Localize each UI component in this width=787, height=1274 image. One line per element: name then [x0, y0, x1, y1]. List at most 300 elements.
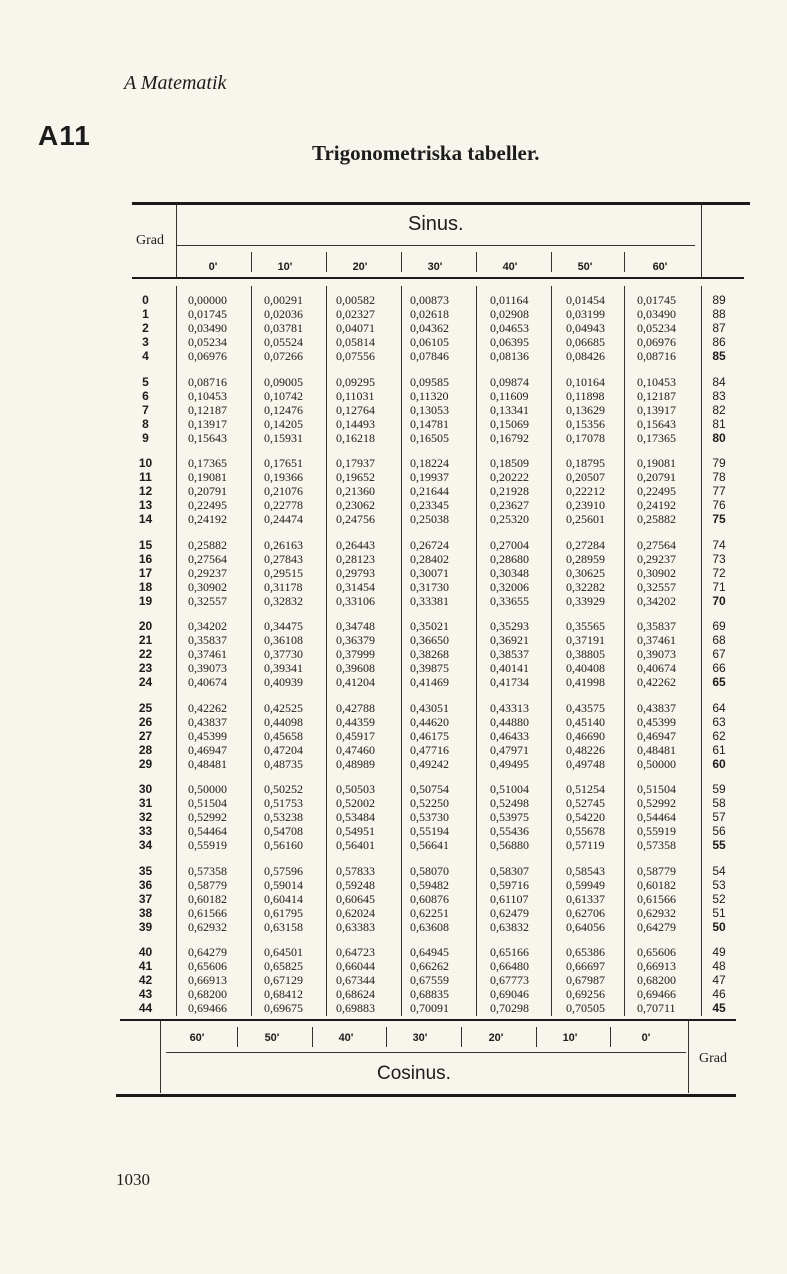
table-cell: 0,27843: [264, 552, 303, 566]
header-bottom-rule: [132, 277, 744, 279]
table-cell: 0,11320: [410, 389, 449, 403]
bottom-minute-50: 50': [264, 1032, 280, 1044]
degree-right: 49: [712, 945, 726, 959]
table-cell: 0,05234: [637, 321, 676, 335]
table-cell: 0,04653: [490, 321, 529, 335]
table-cell: 0,31454: [336, 580, 375, 594]
table-cell: 0,11609: [490, 389, 529, 403]
degree-right: 66: [712, 661, 726, 675]
table-cell: 0,59949: [566, 878, 605, 892]
table-cell: 0,51004: [490, 782, 529, 796]
table-cell: 0,11898: [566, 389, 605, 403]
degree-right: 74: [712, 538, 726, 552]
degree-left: 15: [138, 538, 153, 552]
top-thick-rule: [132, 202, 750, 205]
table-cell: 0,24192: [637, 498, 676, 512]
table-cell: 0,65386: [566, 945, 605, 959]
bottom-thick-rule: [116, 1094, 736, 1097]
table-cell: 0,05234: [188, 335, 227, 349]
table-cell: 0,43313: [490, 701, 529, 715]
table-cell: 0,46690: [566, 729, 605, 743]
table-cell: 0,45140: [566, 715, 605, 729]
table-cell: 0,29237: [188, 566, 227, 580]
degree-left: 2: [142, 321, 149, 335]
degree-right: 56: [712, 824, 726, 838]
degree-left: 29: [138, 757, 153, 771]
table-cell: 0,70711: [637, 1001, 676, 1015]
table-cell: 0,00582: [336, 293, 375, 307]
table-cell: 0,00873: [410, 293, 449, 307]
table-cell: 0,43837: [637, 701, 676, 715]
bottom-minute-sep: [312, 1027, 313, 1047]
table-cell: 0,28959: [566, 552, 605, 566]
degree-right: 46: [712, 987, 726, 1001]
grad-label-top: Grad: [136, 233, 164, 248]
table-cell: 0,13341: [490, 403, 529, 417]
table-cell: 0,44620: [410, 715, 449, 729]
degree-right: 72: [712, 566, 726, 580]
table-cell: 0,45658: [264, 729, 303, 743]
table-cell: 0,19081: [188, 470, 227, 484]
table-cell: 0,64723: [336, 945, 375, 959]
table-row: [0, 987, 787, 1001]
table-cell: 0,04362: [410, 321, 449, 335]
table-cell: 0,40674: [637, 661, 676, 675]
table-cell: 0,50000: [188, 782, 227, 796]
degree-right: 63: [712, 715, 726, 729]
table-row: [0, 920, 787, 934]
degree-left: 23: [138, 661, 153, 675]
table-cell: 0,68412: [264, 987, 303, 1001]
table-cell: 0,64279: [637, 920, 676, 934]
table-cell: 0,63608: [410, 920, 449, 934]
bottom-minute-40: 40': [338, 1032, 354, 1044]
header-divider-right: [701, 205, 702, 277]
table-cell: 0,53238: [264, 810, 303, 824]
table-cell: 0,48481: [188, 757, 227, 771]
top-minute-50: 50': [577, 261, 593, 273]
table-cell: 0,15931: [264, 431, 303, 445]
table-cell: 0,35837: [188, 633, 227, 647]
table-row: [0, 661, 787, 675]
table-cell: 0,19937: [410, 470, 449, 484]
table-cell: 0,23627: [490, 498, 529, 512]
table-cell: 0,40674: [188, 675, 227, 689]
degree-right: 60: [712, 757, 726, 771]
table-cell: 0,25882: [637, 512, 676, 526]
table-row: [0, 729, 787, 743]
table-cell: 0,17937: [336, 456, 375, 470]
table-cell: 0,51504: [637, 782, 676, 796]
table-cell: 0,30625: [566, 566, 605, 580]
table-row: [0, 959, 787, 973]
table-cell: 0,68200: [637, 973, 676, 987]
table-cell: 0,05814: [336, 335, 375, 349]
degree-left: 8: [142, 417, 149, 431]
degree-right: 58: [712, 796, 726, 810]
table-cell: 0,32557: [188, 594, 227, 608]
table-cell: 0,14205: [264, 417, 303, 431]
table-cell: 0,37999: [336, 647, 375, 661]
table-row: [0, 307, 787, 321]
table-cell: 0,52498: [490, 796, 529, 810]
top-minute-sep: [624, 252, 625, 272]
table-cell: 0,06976: [637, 335, 676, 349]
table-cell: 0,60182: [637, 878, 676, 892]
degree-left: 33: [138, 824, 153, 838]
table-cell: 0,69046: [490, 987, 529, 1001]
table-cell: 0,03781: [264, 321, 303, 335]
table-row: [0, 389, 787, 403]
degree-right: 61: [712, 743, 726, 757]
table-cell: 0,02036: [264, 307, 303, 321]
table-cell: 0,17078: [566, 431, 605, 445]
table-cell: 0,27004: [490, 538, 529, 552]
degree-left: 41: [138, 959, 153, 973]
table-cell: 0,46947: [188, 743, 227, 757]
table-row: [0, 701, 787, 715]
table-cell: 0,60645: [336, 892, 375, 906]
degree-right: 85: [712, 349, 726, 363]
header-divider-left: [176, 205, 177, 277]
table-cell: 0,25038: [410, 512, 449, 526]
table-cell: 0,09295: [336, 375, 375, 389]
table-cell: 0,40408: [566, 661, 605, 675]
table-cell: 0,52002: [336, 796, 375, 810]
table-cell: 0,62706: [566, 906, 605, 920]
table-cell: 0,62251: [410, 906, 449, 920]
table-row: [0, 633, 787, 647]
table-cell: 0,57119: [566, 838, 605, 852]
table-cell: 0,66262: [410, 959, 449, 973]
table-cell: 0,22495: [637, 484, 676, 498]
table-cell: 0,12187: [637, 389, 676, 403]
table-cell: 0,01745: [637, 293, 676, 307]
table-cell: 0,32557: [637, 580, 676, 594]
table-row: [0, 1001, 787, 1015]
table-cell: 0,67344: [336, 973, 375, 987]
table-cell: 0,64056: [566, 920, 605, 934]
table-cell: 0,28123: [336, 552, 375, 566]
degree-left: 16: [138, 552, 153, 566]
table-cell: 0,62932: [188, 920, 227, 934]
degree-right: 71: [712, 580, 726, 594]
table-cell: 0,42788: [336, 701, 375, 715]
degree-left: 17: [138, 566, 153, 580]
table-cell: 0,39875: [410, 661, 449, 675]
table-cell: 0,35565: [566, 619, 605, 633]
table-cell: 0,08426: [566, 349, 605, 363]
table-cell: 0,29793: [336, 566, 375, 580]
bottom-minute-30: 30': [412, 1032, 428, 1044]
table-row: [0, 878, 787, 892]
table-cell: 0,36379: [336, 633, 375, 647]
bottom-minute-sep: [610, 1027, 611, 1047]
table-cell: 0,21076: [264, 484, 303, 498]
table-cell: 0,08136: [490, 349, 529, 363]
top-minute-sep: [251, 252, 252, 272]
degree-left: 7: [142, 403, 149, 417]
table-cell: 0,20791: [637, 470, 676, 484]
table-cell: 0,06685: [566, 335, 605, 349]
table-cell: 0,54951: [336, 824, 375, 838]
table-row: [0, 321, 787, 335]
table-cell: 0,61337: [566, 892, 605, 906]
table-cell: 0,03490: [637, 307, 676, 321]
degree-right: 76: [712, 498, 726, 512]
table-cell: 0,41469: [410, 675, 449, 689]
table-cell: 0,07556: [336, 349, 375, 363]
table-cell: 0,53484: [336, 810, 375, 824]
table-cell: 0,37730: [264, 647, 303, 661]
table-cell: 0,42525: [264, 701, 303, 715]
table-cell: 0,02327: [336, 307, 375, 321]
degree-left: 0: [142, 293, 149, 307]
table-row: [0, 293, 787, 307]
degree-left: 44: [138, 1001, 153, 1015]
degree-right: 81: [712, 417, 726, 431]
table-cell: 0,49495: [490, 757, 529, 771]
table-cell: 0,37461: [188, 647, 227, 661]
table-cell: 0,16505: [410, 431, 449, 445]
table-cell: 0,68200: [188, 987, 227, 1001]
table-row: [0, 456, 787, 470]
table-cell: 0,53975: [490, 810, 529, 824]
top-minute-sep: [326, 252, 327, 272]
table-cell: 0,70091: [410, 1001, 449, 1015]
table-cell: 0,45917: [336, 729, 375, 743]
table-cell: 0,32006: [490, 580, 529, 594]
degree-left: 13: [138, 498, 153, 512]
table-row: [0, 431, 787, 445]
table-cell: 0,06105: [410, 335, 449, 349]
table-cell: 0,68624: [336, 987, 375, 1001]
table-cell: 0,29515: [264, 566, 303, 580]
top-minute-sep: [476, 252, 477, 272]
table-cell: 0,25882: [188, 538, 227, 552]
table-cell: 0,01454: [566, 293, 605, 307]
table-cell: 0,14493: [336, 417, 375, 431]
table-cell: 0,33655: [490, 594, 529, 608]
table-cell: 0,55919: [188, 838, 227, 852]
table-row: [0, 810, 787, 824]
table-cell: 0,56641: [410, 838, 449, 852]
table-cell: 0,59482: [410, 878, 449, 892]
table-cell: 0,43051: [410, 701, 449, 715]
table-cell: 0,58779: [188, 878, 227, 892]
table-cell: 0,66913: [188, 973, 227, 987]
table-row: [0, 538, 787, 552]
table-cell: 0,59716: [490, 878, 529, 892]
table-row: [0, 566, 787, 580]
table-cell: 0,19366: [264, 470, 303, 484]
table-cell: 0,64279: [188, 945, 227, 959]
table-row: [0, 864, 787, 878]
table-cell: 0,18795: [566, 456, 605, 470]
table-row: [0, 619, 787, 633]
table-cell: 0,11031: [336, 389, 375, 403]
table-cell: 0,47460: [336, 743, 375, 757]
table-row: [0, 417, 787, 431]
degree-left: 11: [139, 470, 152, 484]
table-cell: 0,70505: [566, 1001, 605, 1015]
table-cell: 0,57358: [637, 838, 676, 852]
table-cell: 0,07266: [264, 349, 303, 363]
table-cell: 0,40141: [490, 661, 529, 675]
table-cell: 0,69256: [566, 987, 605, 1001]
table-cell: 0,55919: [637, 824, 676, 838]
table-cell: 0,68835: [410, 987, 449, 1001]
table-cell: 0,31178: [264, 580, 303, 594]
degree-right: 47: [712, 973, 726, 987]
table-cell: 0,06395: [490, 335, 529, 349]
table-cell: 0,23910: [566, 498, 605, 512]
table-cell: 0,54220: [566, 810, 605, 824]
table-cell: 0,33106: [336, 594, 375, 608]
degree-left: 3: [142, 335, 149, 349]
table-cell: 0,55436: [490, 824, 529, 838]
bottom-minute-sep: [461, 1027, 462, 1047]
table-cell: 0,18224: [410, 456, 449, 470]
table-row: [0, 892, 787, 906]
table-cell: 0,17651: [264, 456, 303, 470]
degree-right: 75: [712, 512, 726, 526]
table-cell: 0,12187: [188, 403, 227, 417]
footer-divider-left: [160, 1021, 161, 1093]
table-cell: 0,27284: [566, 538, 605, 552]
table-cell: 0,46175: [410, 729, 449, 743]
table-cell: 0,67987: [566, 973, 605, 987]
degree-left: 6: [142, 389, 149, 403]
table-cell: 0,30071: [410, 566, 449, 580]
table-row: [0, 552, 787, 566]
table-cell: 0,38805: [566, 647, 605, 661]
table-cell: 0,38537: [490, 647, 529, 661]
table-row: [0, 715, 787, 729]
table-cell: 0,03199: [566, 307, 605, 321]
bottom-minute-sep: [386, 1027, 387, 1047]
table-cell: 0,52992: [637, 796, 676, 810]
table-cell: 0,17365: [637, 431, 676, 445]
table-row: [0, 824, 787, 838]
bottom-minute-10: 10': [562, 1032, 578, 1044]
table-cell: 0,41998: [566, 675, 605, 689]
table-cell: 0,35837: [637, 619, 676, 633]
degree-right: 79: [712, 456, 726, 470]
table-cell: 0,65606: [188, 959, 227, 973]
table-cell: 0,33381: [410, 594, 449, 608]
table-cell: 0,51504: [188, 796, 227, 810]
table-cell: 0,50252: [264, 782, 303, 796]
bottom-minute-sep: [536, 1027, 537, 1047]
table-cell: 0,58779: [637, 864, 676, 878]
table-cell: 0,39073: [188, 661, 227, 675]
degree-left: 40: [138, 945, 153, 959]
table-cell: 0,44098: [264, 715, 303, 729]
degree-left: 12: [138, 484, 153, 498]
degree-left: 20: [138, 619, 153, 633]
bottom-minute-60: 60': [189, 1032, 205, 1044]
top-minute-40: 40': [502, 261, 518, 273]
degree-right: 87: [712, 321, 726, 335]
grad-label-bottom: Grad: [699, 1051, 727, 1066]
table-cell: 0,32282: [566, 580, 605, 594]
table-cell: 0,30348: [490, 566, 529, 580]
degree-left: 39: [138, 920, 153, 934]
degree-right: 65: [712, 675, 726, 689]
table-cell: 0,18509: [490, 456, 529, 470]
table-cell: 0,24192: [188, 512, 227, 526]
table-cell: 0,19652: [336, 470, 375, 484]
table-cell: 0,10453: [637, 375, 676, 389]
cosinus-overline: [166, 1052, 686, 1053]
table-cell: 0,47204: [264, 743, 303, 757]
table-cell: 0,56880: [490, 838, 529, 852]
table-cell: 0,46433: [490, 729, 529, 743]
table-cell: 0,39341: [264, 661, 303, 675]
degree-left: 4: [142, 349, 149, 363]
table-cell: 0,44880: [490, 715, 529, 729]
table-cell: 0,39073: [637, 647, 676, 661]
table-cell: 0,62024: [336, 906, 375, 920]
table-cell: 0,69466: [188, 1001, 227, 1015]
table-cell: 0,61107: [490, 892, 529, 906]
table-cell: 0,65825: [264, 959, 303, 973]
table-cell: 0,02618: [410, 307, 449, 321]
table-cell: 0,67773: [490, 973, 529, 987]
table-cell: 0,05524: [264, 335, 303, 349]
table-cell: 0,47716: [410, 743, 449, 757]
table-cell: 0,70298: [490, 1001, 529, 1015]
degree-left: 36: [138, 878, 153, 892]
table-cell: 0,10164: [566, 375, 605, 389]
table-cell: 0,26443: [336, 538, 375, 552]
table-cell: 0,50503: [336, 782, 375, 796]
table-cell: 0,15643: [637, 417, 676, 431]
table-cell: 0,69883: [336, 1001, 375, 1015]
table-cell: 0,60876: [410, 892, 449, 906]
table-cell: 0,08716: [188, 375, 227, 389]
degree-right: 59: [712, 782, 726, 796]
footer-divider-right: [688, 1021, 689, 1093]
table-cell: 0,63158: [264, 920, 303, 934]
table-cell: 0,53730: [410, 810, 449, 824]
table-row: [0, 498, 787, 512]
table-cell: 0,66044: [336, 959, 375, 973]
table-row: [0, 349, 787, 363]
table-cell: 0,13053: [410, 403, 449, 417]
table-cell: 0,42262: [188, 701, 227, 715]
table-cell: 0,57833: [336, 864, 375, 878]
table-cell: 0,34475: [264, 619, 303, 633]
table-cell: 0,61795: [264, 906, 303, 920]
top-minute-10: 10': [277, 261, 293, 273]
table-cell: 0,13917: [637, 403, 676, 417]
table-cell: 0,37191: [566, 633, 605, 647]
table-cell: 0,34748: [336, 619, 375, 633]
table-cell: 0,59248: [336, 878, 375, 892]
table-cell: 0,34202: [637, 594, 676, 608]
table-cell: 0,09585: [410, 375, 449, 389]
table-cell: 0,52745: [566, 796, 605, 810]
table-cell: 0,62479: [490, 906, 529, 920]
table-cell: 0,45399: [637, 715, 676, 729]
degree-right: 67: [712, 647, 726, 661]
table-row: [0, 796, 787, 810]
table-cell: 0,49242: [410, 757, 449, 771]
degree-right: 57: [712, 810, 726, 824]
sinus-label: Sinus.: [408, 213, 464, 235]
